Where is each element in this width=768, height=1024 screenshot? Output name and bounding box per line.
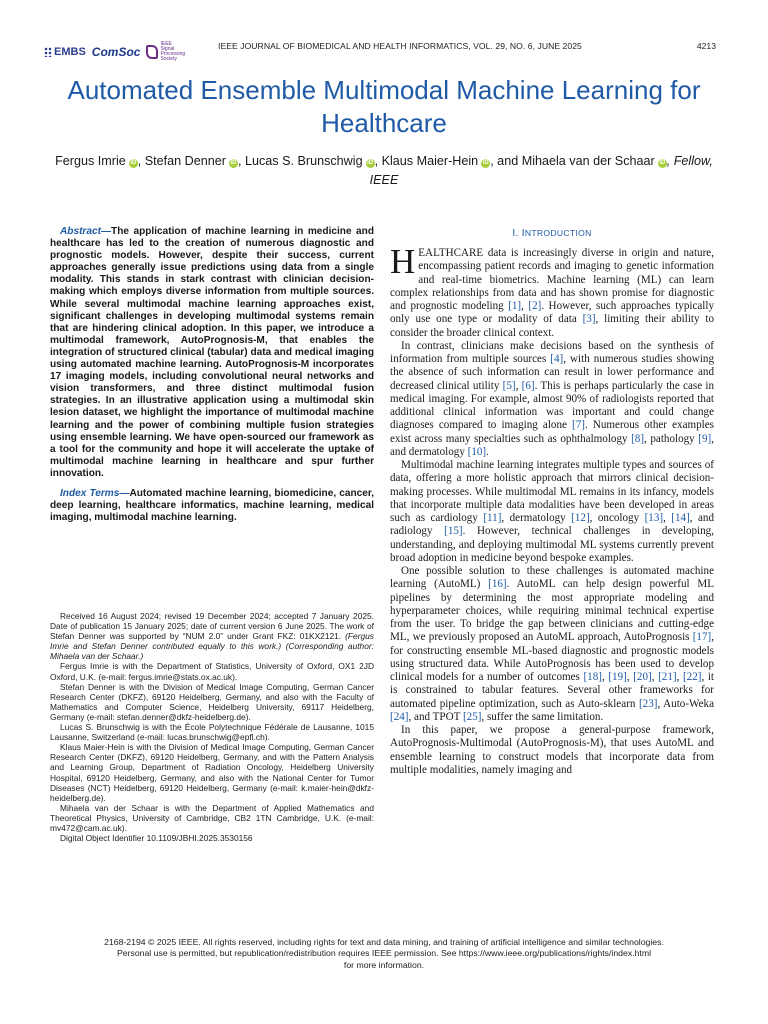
author-name: Stefan Denner [144, 154, 226, 168]
citation-link[interactable]: [13] [644, 512, 664, 524]
body-text-run: . Numerous other examples exist across many specialties such as ophthalmology [390, 419, 714, 445]
body-text-run: , limiting their ability to consider the broader clinical context. [390, 313, 714, 339]
running-head: IEEE JOURNAL OF BIOMEDICAL AND HEALTH INFORMATICS, VOL. 29, NO. 6, JUNE 2025 [218, 41, 582, 51]
citation-link[interactable]: [7] [572, 419, 585, 432]
section-numeral: I. [512, 228, 522, 239]
index-terms-lead: Index Terms— [60, 487, 130, 499]
body-text-run: , [521, 300, 529, 312]
section-title-rest: NTRODUCTION [524, 228, 592, 238]
body-text-run: One possible solution to these challenges is automated machine learning (AutoML) [390, 565, 714, 591]
body-text-run: . This is perhaps particularly the case in medical imaging. For example, almost 90% of radiologists reported that additional clinical information was important and could change diagnoses compared to imaging alone [390, 379, 715, 432]
sps-line-1: IEEE [160, 40, 172, 47]
body-text-run: EALTHCARE data is increasingly diverse in origin and nature, encompassing patient records and imaging to genetic information and real-time biometrics. Machine learning (ML) can learn complex relationships from data and has shown promise for diagnostic and prognostic modeling [390, 247, 714, 312]
body-text-run: , [515, 379, 522, 392]
citation-link[interactable]: [4] [550, 353, 564, 365]
body-text-run: In contrast, clinicians make decisions based on the synthesis of information from multiple sources [390, 339, 714, 365]
author-name: Klaus Maier-Hein [381, 154, 479, 168]
left-column [50, 226, 374, 524]
doi: Digital Object Identifier 10.1109/JBHI.2025.3530156 [60, 833, 253, 844]
section-title-initial: I [521, 228, 525, 239]
intro-paragraph-2 [390, 340, 714, 459]
citation-link[interactable]: [14] [671, 512, 690, 524]
body-text-run: , [663, 512, 672, 524]
body-text-run: , [626, 671, 634, 683]
body-text-run: , dermatology [501, 512, 572, 524]
copyright-line-2: Personal use is permitted, but republication/redistribution requires IEEE permission. See https://www.ieee.org/publications/rights/index.html [116, 948, 652, 959]
contribution-note: (Fergus Imrie and Stefan Denner contributed equally to this work.) (Corresponding author: Mihaela van der Schaar.) [50, 631, 374, 662]
citation-link[interactable]: [20] [633, 671, 652, 683]
citation-link[interactable]: [8] [631, 432, 645, 445]
citation-link[interactable]: [16] [488, 578, 507, 591]
body-text-run: , and TPOT [408, 710, 463, 723]
copyright-line-3: for more information. [343, 959, 425, 970]
author-separator: , and [490, 154, 522, 168]
citation-link[interactable]: [10] [467, 445, 487, 458]
signal-processing-logo [146, 42, 185, 63]
affiliation-denner: Stefan Denner is with the Division of Medical Image Computing, German Cancer Research Center (DKFZ), 69120 Heidelberg, Germany, and also with the Faculty of Mathematics and Computer Science, Heidelberg University, 69117 Heidelberg, Germany (e-mail: stefan.denner@dkfz-heidelberg.de). [50, 681, 374, 722]
citation-link[interactable]: [19] [608, 671, 627, 683]
paper-title: Automated Ensemble Multimodal Machine Learning for Healthcare [67, 75, 701, 138]
index-terms [50, 488, 374, 524]
citation-link[interactable]: [9] [698, 432, 712, 445]
author-name: Lucas S. Brunschwig [244, 154, 363, 168]
citation-link[interactable]: [5] [502, 379, 516, 392]
intro-paragraph-1-text [390, 242, 715, 339]
citation-link[interactable]: [12] [571, 512, 590, 524]
body-text-run: , for constructing ensemble ML-based diagnostic and prognostic models using structured data. While AutoPrognosis has been used to develop clinical models for a number of outcomes [390, 631, 714, 683]
copyright-notice [36, 937, 732, 971]
body-text-run: , with numerous studies showing the absence of such information can result in lower performance and decreased clinical utility [390, 353, 714, 392]
right-column [390, 226, 714, 777]
first-page-footnote [50, 611, 374, 843]
body-text-run: . AutoML can help design powerful ML pipelines by determining the most appropriate modeling and hyperparameter choices, while requiring minimal technical expertise from the user. To bridge the gap between clinicians and cutting-edge ML, we previously proposed an AutoML approach, AutoPrognosis [390, 578, 714, 644]
intro-paragraph-5 [390, 724, 714, 777]
sps-line-2: Signal [160, 45, 175, 52]
orcid-icon[interactable]: iD [230, 160, 237, 166]
body-text-run: , it is constrained to tabular features. Several other frameworks for automated pipeline optimization, such as Auto-sklearn [390, 671, 715, 710]
author-membership: , Fellow, IEEE [369, 154, 713, 187]
embs-logo [44, 47, 86, 58]
body-text-run: , [676, 671, 683, 683]
signal-processing-icon [146, 45, 158, 59]
orcid-icon[interactable]: iD [367, 160, 374, 166]
intro-paragraph-1 [390, 242, 715, 340]
body-text-run: . [486, 445, 489, 458]
abstract-text: The application of machine learning in medicine and healthcare has led to the creation of numerous diagnostic and prognostic models. However, despite their success, current approaches generally issue predictions using data from a single modality. This stands in stark contrast with clinician decision-making which employs diverse information from multiple sources. While several multimodal machine learning approaches exist, significant challenges in developing multimodal systems remain that are hindering clinical adoption. In this paper, we introduce a multimodal framework, AutoPrognosis-M, that enables the integration of structured clinical (tabular) data and medical imaging using automated machine learning. AutoPrognosis-M incorporates 17 imaging models, including convolutional neural networks and vision transformers, and three distinct multimodal fusion strategies. In an illustrative application using a multimodal skin lesion dataset, we highlight the importance of multimodal machine learning and the power of combining multiple fusion strategies using ensemble learning. We have open-sourced our framework as a tool for the community and hope it will accelerate the uptake of multimodal machine learning in healthcare and spur further innovation. [50, 226, 374, 479]
signal-processing-logo-text [160, 42, 185, 63]
body-text-run: . However, technical challenges in developing, understanding, and deploying multimodal ML systems currently prevent broad adoption in medicine beyond bespoke examples. [390, 525, 714, 564]
embs-dots-icon [44, 47, 52, 57]
page-number: 4213 [696, 41, 716, 51]
body-text-run: , and radiology [390, 512, 715, 538]
citation-link[interactable]: [25] [462, 710, 482, 723]
affiliation-brunschwig: Lucas S. Brunschwig is with the École Polytechnique Fédérale de Lausanne, 1015 Lausanne, Switzerland (e-mail: lucas.brunschwig@epfl.ch). [50, 722, 374, 743]
citation-link[interactable]: [23] [638, 697, 658, 710]
body-text-run: In this paper, we propose a general-purpose framework, AutoPrognosis-Multimodal (AutoPrognosis-M), that uses AutoML and ensemble learning to construct models that incorporate data from multiple modalities, namely imaging and [390, 724, 714, 776]
affiliation-imrie: Fergus Imrie is with the Department of Statistics, University of Oxford, OX1 2JD Oxford, U.K. (e-mail: fergus.imrie@stats.ox.ac.uk). [50, 661, 374, 682]
received-dates: Received 16 August 2024; revised 19 December 2024; accepted 7 January 2025. Date of publication 15 January 2025; date of current version 6 June 2025. The work of Stefan Denner was supported by “NUM 2.0” under Grant FKZ: 01KX2121. [50, 611, 374, 642]
author-separator: , [237, 154, 245, 168]
embs-logo-text: EMBS [54, 45, 86, 58]
citation-link[interactable]: [6] [521, 379, 535, 392]
introduction-body [390, 242, 715, 777]
section-heading-introduction [390, 228, 714, 239]
body-text-run: , oncology [589, 512, 645, 524]
author-list [52, 152, 716, 190]
sps-line-3: Processing [160, 51, 186, 57]
orcid-icon[interactable]: iD [659, 160, 666, 166]
author-name: Fergus Imrie [55, 154, 126, 168]
body-text-run: , suffer the same limitation. [481, 710, 604, 723]
abstract-lead: Abstract— [60, 226, 112, 237]
body-text-run: , [651, 671, 659, 683]
body-text-run: Multimodal machine learning integrates multiple types and sources of data, offering a more holistic approach that mirrors clinical decision-making processes. While multimodal ML remains in its infancy, models that incorporate multiple data modalities have been developed in areas such as cardiology [390, 459, 714, 524]
citation-link[interactable]: [1] [508, 300, 522, 312]
intro-paragraph-4 [390, 565, 714, 724]
citation-link[interactable]: [2] [528, 300, 542, 312]
abstract [50, 226, 374, 480]
affiliation-van-der-schaar: Mihaela van der Schaar is with the Department of Applied Mathematics and Theoretical Physics, University of Cambridge, CB2 1TN Cambridge, U.K. (e-mail: mv472@cam.ac.uk). [50, 802, 374, 833]
body-text-run: , [601, 671, 609, 683]
index-terms-text: Automated machine learning, biomedicine, cancer, deep learning, healthcare informatics, machine learning, medical imaging, multimodal machine learning. [50, 487, 375, 524]
comsoc-logo: ComSoc [91, 45, 141, 59]
citation-link[interactable]: [18] [583, 671, 602, 683]
citation-link[interactable]: [11] [483, 512, 502, 524]
orcid-icon[interactable]: iD [130, 160, 137, 166]
society-logos [44, 40, 185, 64]
body-text-run: . However, such approaches typically only use one type or modality of data [390, 300, 715, 326]
intro-paragraph-3 [390, 459, 714, 565]
citation-link[interactable]: [21] [658, 671, 677, 683]
affiliation-maier-hein: Klaus Maier-Hein is with the Division of Medical Image Computing, German Cancer Research Center (DKFZ), 69120 Heidelberg, Germany, and with the Pattern Analysis and Learning Group, Department of Radiation Oncology, Heidelberg University Hospital, 69120 Heidelberg, Germany, and also with the National Center for Tumor Diseases (NCT) Heidelberg, 69120 Heidelberg, Germany (e-mail: k.maier-hein@dkfz-heidelberg.de). [50, 742, 374, 803]
body-text-run: , Auto-Weka [657, 697, 715, 710]
author-separator: , [137, 154, 145, 168]
author-separator: , [374, 154, 382, 168]
body-text-run: , and dermatology [390, 432, 714, 458]
copyright-line-1: 2168-2194 © 2025 IEEE. All rights reserved, including rights for text and data mining, and training of artificial intelligence and similar technologies. [104, 937, 664, 947]
author-name: Mihaela van der Schaar [521, 154, 655, 168]
body-text-run: , pathology [644, 432, 699, 445]
citation-link[interactable]: [17] [692, 631, 712, 644]
citation-link[interactable]: [15] [444, 525, 463, 538]
orcid-icon[interactable]: iD [482, 160, 489, 166]
citation-link[interactable]: [24] [390, 710, 409, 723]
received-note [50, 611, 374, 661]
citation-link[interactable]: [22] [682, 671, 702, 683]
drop-cap: H [390, 242, 416, 281]
citation-link[interactable]: [3] [582, 313, 596, 326]
sps-line-4: Society [160, 56, 177, 63]
